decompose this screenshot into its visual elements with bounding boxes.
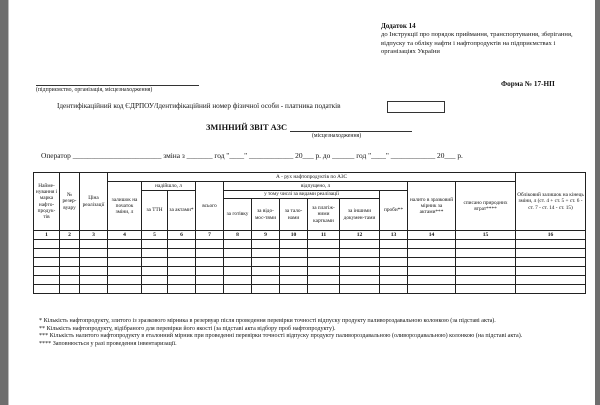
column-numbers-row [34, 231, 586, 240]
report-title: ЗМІННИЙ ЗВІТ АЗС [206, 123, 287, 132]
column-number: 11 [308, 231, 340, 240]
header-samples: проби** [380, 191, 408, 231]
header-cash: за готівку [224, 199, 252, 231]
column-number: 9 [252, 231, 280, 240]
header-poured: налито в зразковий мірник за актами*** [408, 182, 456, 231]
column-number: 2 [60, 231, 80, 240]
header-statements: за відо-мос-тями [252, 199, 280, 231]
header-received: надійшло, л [142, 182, 196, 191]
report-caption: (місцезнаходження) [312, 133, 362, 139]
header-group: А - рух нафтопродуктів по АЗС [108, 173, 516, 182]
form-number: Форма № 17-НП [501, 80, 555, 88]
document-page [8, 0, 595, 405]
header-price: Ціна реалізації [80, 173, 108, 231]
table-row [34, 276, 586, 285]
header-released: відпущено, л [224, 182, 408, 191]
operator-line: Оператор ________________________ зміна з _______ год "____" ____________ 20___ р. до ______ год "____" ____________ 20___ р. [41, 151, 463, 160]
table-row [34, 249, 586, 258]
header-ttn: за ТТН [142, 191, 168, 231]
header-total: всього [196, 182, 224, 231]
table-row [34, 267, 586, 276]
appendix-text: до Інструкції про порядок приймання, транспортування, зберігання, відпуску та обліку нафти і нафтопродуктів на підприємствах і організаціях України [381, 31, 573, 56]
column-number: 5 [142, 231, 168, 240]
header-other-docs: за іншими докумен-тами [340, 199, 380, 231]
column-number: 7 [196, 231, 224, 240]
appendix-block [381, 22, 586, 57]
table-row [34, 285, 586, 294]
column-number: 12 [340, 231, 380, 240]
footnote: *** Кількість налитого нафтопродукту в еталонний мірник при проведенні перевірки точності відпуску продукту паливороздавальною (оливороздавальною) колонкою (на підставі акта). [39, 333, 523, 340]
footnote: * Кількість нафтопродукту, злитого із зразкового мірника в резервуар після проведення перевірки точності відпуску продукту паливороздавальною колонкою (за підставі акта). [39, 318, 496, 324]
ident-code-field[interactable] [387, 101, 445, 113]
header-tank: № резер-вуару [60, 173, 80, 231]
footnote: ** Кількість нафтопродукту, відібраного для перевірки його якості (за підставі акта відбору проб нафтопродукту). [39, 325, 336, 332]
header-acts: за актами* [168, 191, 196, 231]
column-number: 1 [34, 231, 60, 240]
movement-table [33, 172, 586, 294]
header-product: Найме-нування і марка нафто-продук-тів [34, 173, 60, 231]
column-number: 8 [224, 231, 252, 240]
header-start-balance: залишок на початок зміни, л [108, 182, 142, 231]
column-number: 13 [380, 231, 408, 240]
header-losses: списано природних втрат**** [456, 182, 516, 231]
footnotes [39, 318, 569, 348]
ident-label: Ідентифікаційний код ЄДРПОУ/Ідентифікаційний номер фізичної особи - платника податків [57, 102, 341, 110]
appendix-title: Додаток 14 [381, 22, 416, 30]
org-underline [36, 85, 199, 86]
column-number: 4 [108, 231, 142, 240]
table-row [34, 258, 586, 267]
column-number: 10 [280, 231, 308, 240]
footnote: **** Заповнюється у разі проведення інвентаризації. [39, 340, 177, 347]
column-number: 3 [80, 231, 108, 240]
table-row [34, 240, 586, 249]
header-end-balance: Обліковий залишок на кінець зміни, л (ст. 4 + ст. 5 + ст. 6 - ст. 7 - ст. 14 - ст. 15) [516, 173, 586, 231]
column-number: 14 [408, 231, 456, 240]
column-number: 16 [516, 231, 586, 240]
column-number: 15 [456, 231, 516, 240]
column-number: 6 [168, 231, 196, 240]
header-coupons: за тало-нами [280, 199, 308, 231]
org-caption: (підприємство, організація, місцезнаходження) [36, 87, 153, 93]
report-location-line[interactable] [290, 131, 412, 132]
header-incl: у тому числі за видами реалізації [224, 191, 380, 199]
header-cards: за платіж-ними картками [308, 199, 340, 231]
